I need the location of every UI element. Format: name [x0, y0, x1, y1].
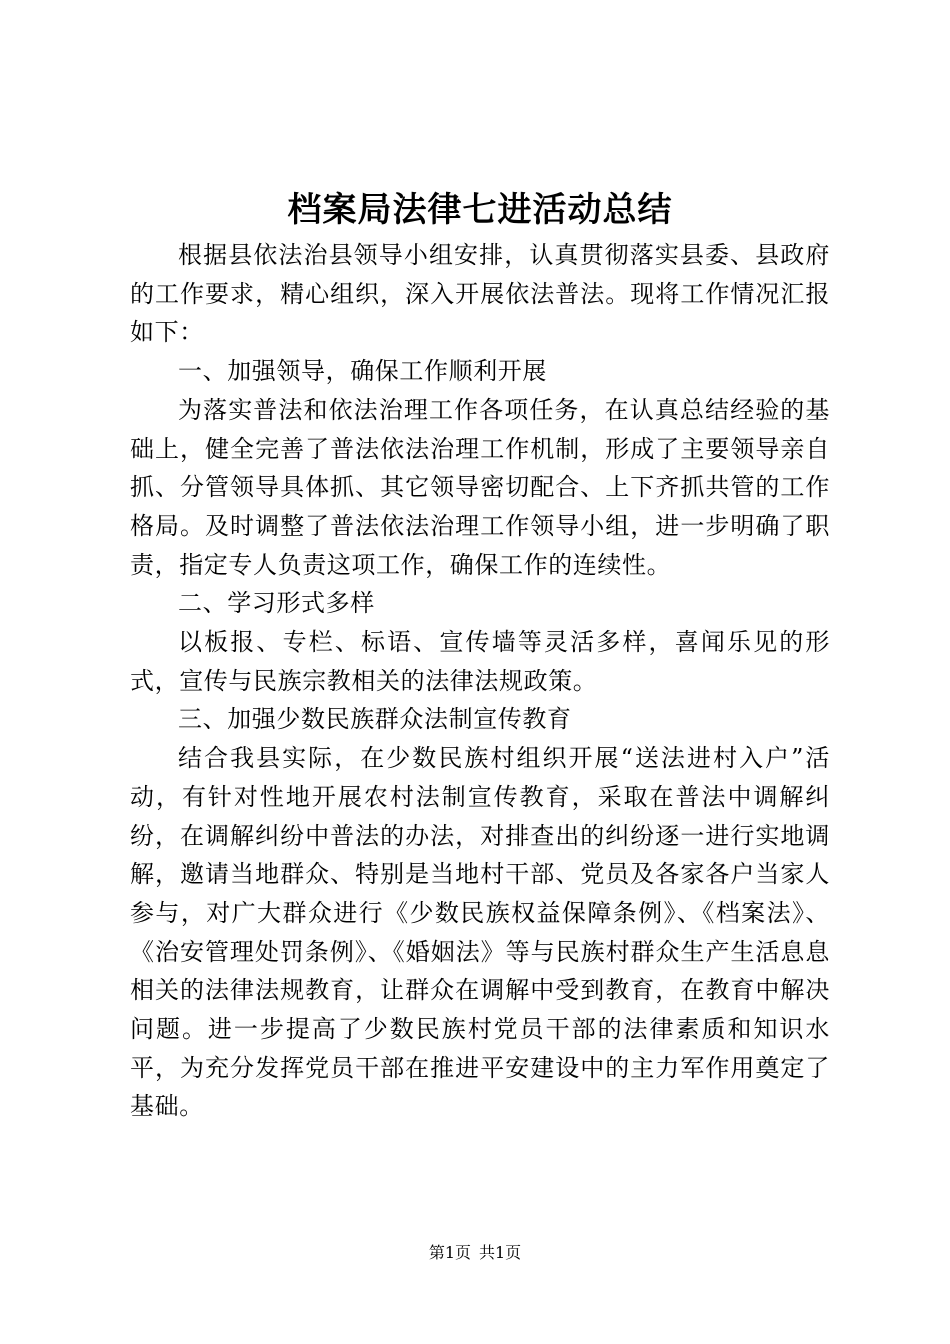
section-heading-3: 三、加强少数民族群众法制宣传教育 — [178, 705, 572, 734]
intro-paragraph: 根据县依法治县领导小组安排，认真贯彻落实县委、县政府的工作要求，精心组织，深入开展依法普法。现将工作情况汇报如下： — [130, 241, 830, 347]
section-heading-2: 二、学习形式多样 — [178, 589, 375, 618]
section-heading-1: 一、加强领导，确保工作顺利开展 — [178, 357, 547, 386]
page-total: 共1页 — [479, 1243, 522, 1262]
section-paragraph-1: 为落实普法和依法治理工作各项任务，在认真总结经验的基础上，健全完善了普法依法治理工作机制，形成了主要领导亲自抓、分管领导具体抓、其它领导密切配合、上下齐抓共管的工作格局。及时调整了普法依法治理工作领导小组，进一步明确了职责，指定专人负责这项工作，确保工作的连续性。 — [130, 395, 830, 579]
document-title: 档案局法律七进活动总结 — [287, 190, 673, 230]
section-paragraph-2: 以板报、专栏、标语、宣传墙等灵活多样，喜闻乐见的形式，宣传与民族宗教相关的法律法规政策。 — [130, 628, 830, 695]
page-number: 第1页 — [428, 1243, 471, 1262]
document-body — [130, 236, 830, 1126]
page-footer — [0, 1241, 950, 1265]
section-paragraph-3: 结合我县实际，在少数民族村组织开展“送法进村入户”活动，有针对性地开展农村法制宣传教育，采取在普法中调解纠纷，在调解纠纷中普法的办法，对排查出的纠纷逐一进行实地调解，邀请当地群众、特别是当地村干部、党员及各家各户当家人参与，对广大群众进行《少数民族权益保障条例》、《档案法》、《治安管理处罚条例》、《婚姻法》等与民族村群众生产生活息息相关的法律法规教育，让群众在调解中受到教育，在教育中解决问题。进一步提高了少数民族村党员干部的法律素质和知识水平，为充分发挥党员干部在推进平安建设中的主力军作用奠定了基础。 — [130, 744, 830, 1121]
